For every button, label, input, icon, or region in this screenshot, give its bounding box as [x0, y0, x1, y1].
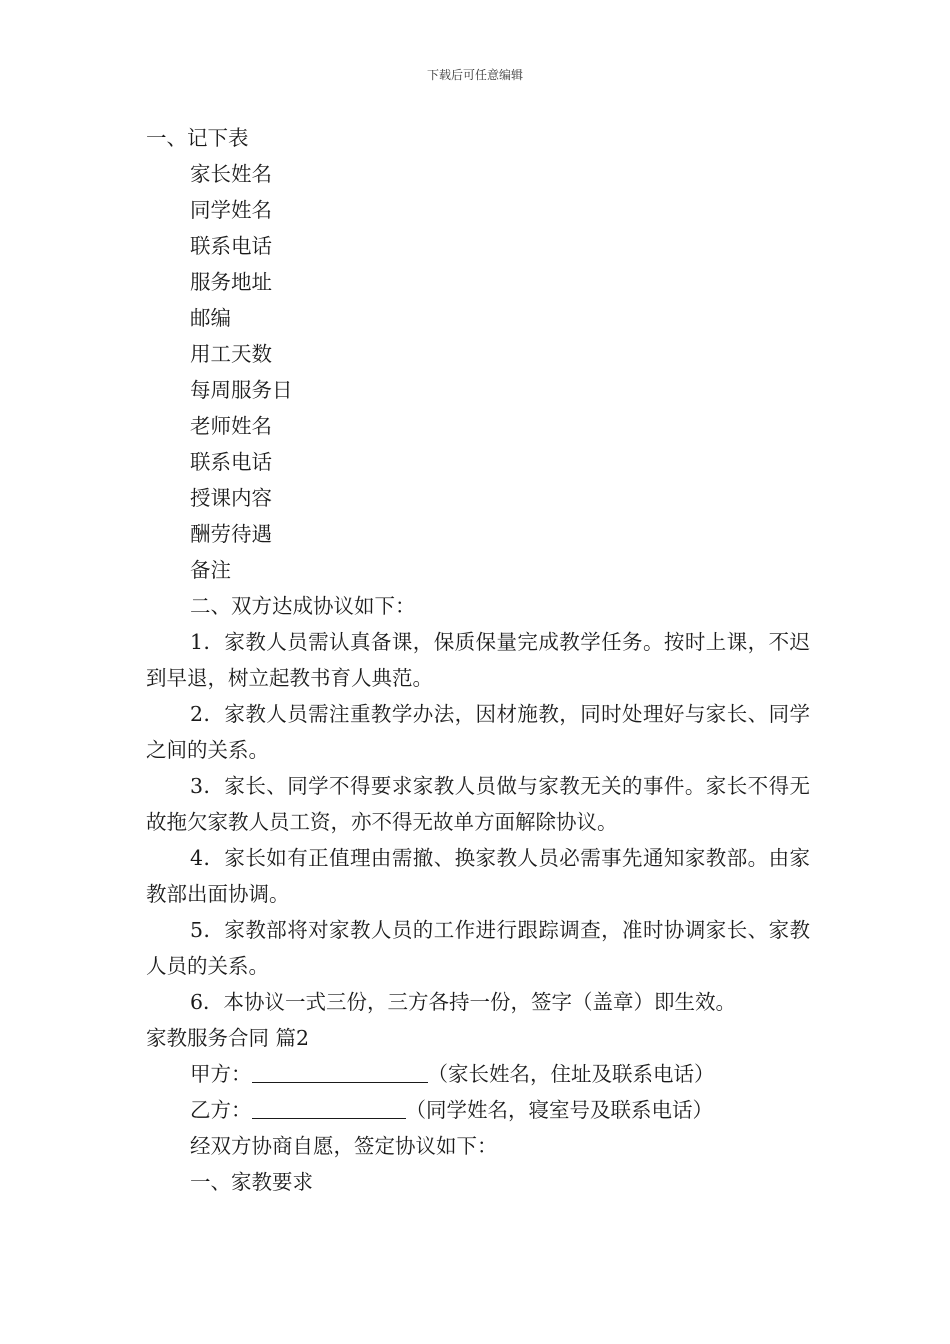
- form-field-label: 老师姓名: [190, 414, 272, 438]
- agreement-clause: 4．家长如有正值理由需撤、换家教人员必需事先通知家教部。由家教部出面协调。: [146, 846, 810, 906]
- form-field-label: 每周服务日: [190, 378, 293, 402]
- page-header: 下载后可任意编辑: [426, 68, 523, 82]
- agreement-clause: 5．家教部将对家教人员的工作进行跟踪调查，准时协调家长、家教人员的关系。: [146, 918, 810, 978]
- party-a-line: [146, 1056, 810, 1092]
- form-field-label: 同学姓名: [190, 198, 272, 222]
- form-field-label: 授课内容: [190, 486, 272, 510]
- agreement-clause: 6．本协议一式三份，三方各持一份，签字（盖章）即生效。: [190, 990, 737, 1014]
- form-field-label: 联系电话: [190, 450, 272, 474]
- party-a-blank: [252, 1060, 428, 1083]
- form-field-label: 酬劳待遇: [190, 522, 272, 546]
- agreement-clause: 3．家长、同学不得要求家教人员做与家教无关的事件。家长不得无故拖欠家教人员工资，亦不得无故单方面解除协议。: [146, 774, 810, 834]
- party-b-blank: [252, 1096, 406, 1119]
- form-field-label: 服务地址: [190, 270, 272, 294]
- section-heading: 二、双方达成协议如下：: [190, 594, 416, 618]
- form-field-label: 家长姓名: [190, 162, 272, 186]
- form-field-label: 用工天数: [190, 342, 272, 366]
- form-field-label: 联系电话: [190, 234, 272, 258]
- party-b-line: [146, 1092, 810, 1128]
- contract-title: 家教服务合同 篇2: [146, 1026, 310, 1050]
- party-a-note: （家长姓名，住址及联系电话）: [427, 1062, 715, 1086]
- section-heading: 一、记下表: [146, 126, 249, 150]
- form-field-label: 邮编: [190, 306, 231, 330]
- form-field-label: 备注: [190, 558, 231, 582]
- agreement-clause: 2．家教人员需注重教学办法，因材施教，同时处理好与家长、同学之间的关系。: [146, 702, 810, 762]
- agreement-clause: 1．家教人员需认真备课，保质保量完成教学任务。按时上课，不迟到早退，树立起教书育人典范。: [146, 630, 810, 690]
- party-b-note: （同学姓名，寝室号及联系电话）: [405, 1098, 713, 1122]
- party-a-label: 甲方：: [190, 1062, 252, 1086]
- agreement-intro: 经双方协商自愿，签定协议如下：: [190, 1134, 498, 1158]
- document-body: [146, 120, 810, 1200]
- party-b-label: 乙方：: [190, 1098, 252, 1122]
- section-heading: 一、家教要求: [190, 1170, 313, 1194]
